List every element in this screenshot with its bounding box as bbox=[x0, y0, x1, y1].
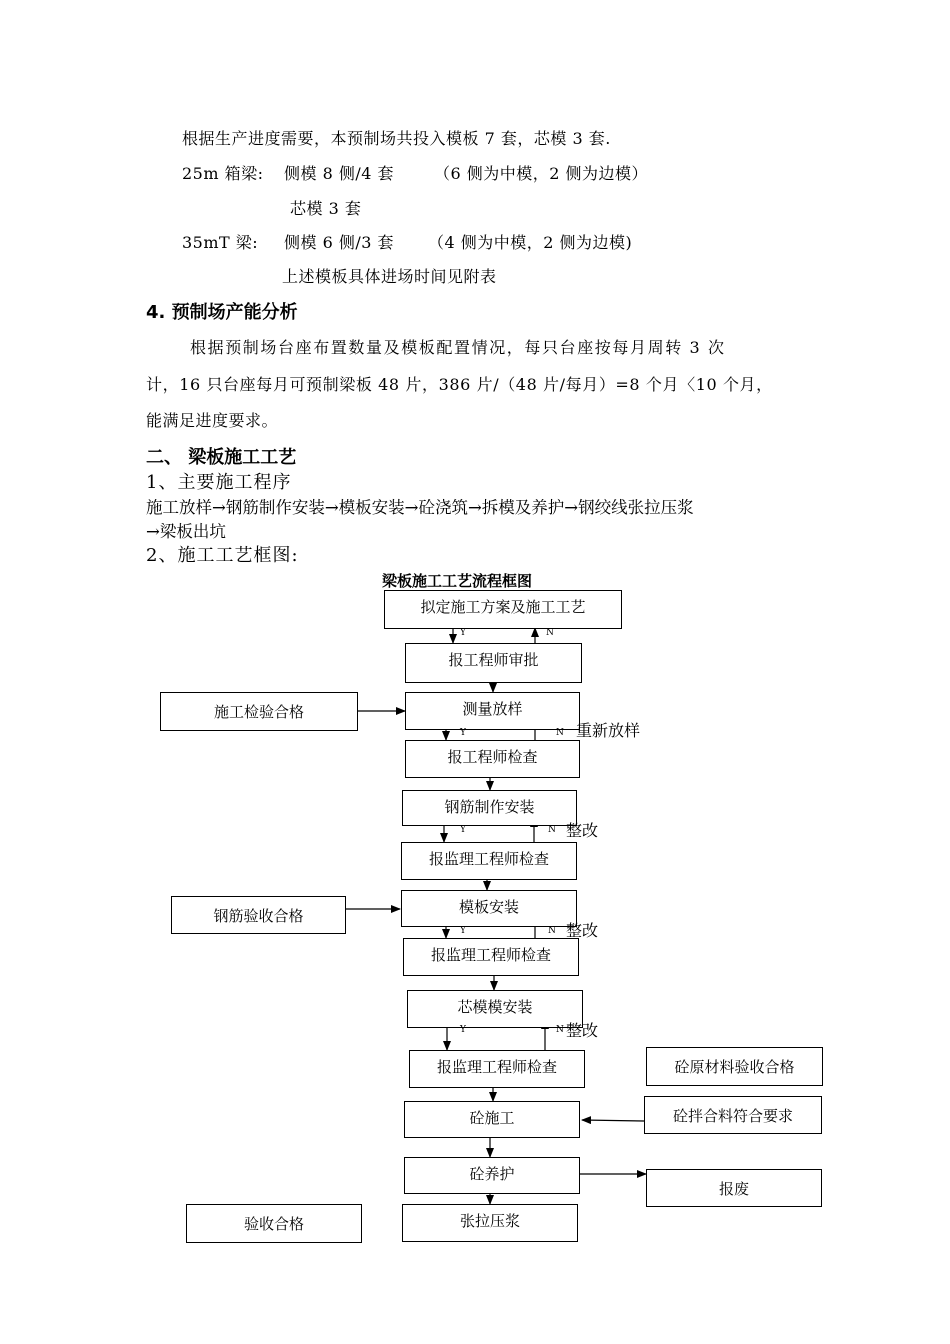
procedure-sequence-line2: →梁板出坑 bbox=[146, 522, 226, 541]
yes-marker-5: Y bbox=[460, 1025, 466, 1035]
flow-step-formwork-install: 模板安装 bbox=[401, 890, 577, 927]
flowchart-title: 梁板施工工艺流程框图 bbox=[382, 572, 533, 590]
no-marker-4: N bbox=[548, 926, 556, 936]
no-marker-1: N bbox=[546, 628, 554, 638]
flow-step-core-mold-install: 芯模模安装 bbox=[407, 990, 583, 1028]
yes-marker-3: Y bbox=[460, 825, 466, 835]
label-rectify-3: 整改 bbox=[566, 1021, 599, 1040]
side-rebar-acceptance-passed: 钢筋验收合格 bbox=[171, 896, 346, 934]
text-25m-side-mold: 侧模 8 侧/4 套 bbox=[284, 164, 395, 183]
heading-construction-process: 二、 梁板施工工艺 bbox=[146, 447, 297, 468]
label-rectify-2: 整改 bbox=[566, 921, 599, 940]
side-concrete-mix-compliant: 砼拌合料符合要求 bbox=[644, 1096, 822, 1134]
flow-step-concrete-pour: 砼施工 bbox=[404, 1101, 580, 1138]
subheading-flowchart: 2、施工工艺框图: bbox=[146, 545, 299, 566]
flow-step-rebar-install: 钢筋制作安装 bbox=[402, 790, 577, 826]
subheading-main-procedure: 1、主要施工程序 bbox=[146, 472, 292, 493]
no-marker-3: N bbox=[548, 825, 556, 835]
flow-step-supervisor-inspection-3: 报监理工程师检查 bbox=[409, 1050, 585, 1088]
heading-capacity-analysis: 4. 预制场产能分析 bbox=[146, 302, 298, 323]
text-35m-side-mold-note: （4 侧为中模，2 侧为边模) bbox=[428, 233, 633, 252]
yes-marker-1: Y bbox=[460, 628, 466, 638]
procedure-sequence-line1: 施工放样→钢筋制作安装→模板安装→砼浇筑→拆模及养护→钢绞线张拉压浆 bbox=[146, 498, 694, 517]
label-re-survey: 重新放样 bbox=[576, 721, 641, 740]
label-rectify-1: 整改 bbox=[566, 821, 599, 840]
text-arrival-schedule: 上述模板具体进场时间见附表 bbox=[282, 267, 497, 286]
no-marker-2: N bbox=[556, 728, 564, 738]
para-capacity-line1: 根据预制场台座布置数量及模板配置情况，每只台座按每月周转 3 次 bbox=[190, 338, 726, 357]
side-scrap: 报废 bbox=[646, 1169, 822, 1207]
flow-step-survey-layout: 测量放样 bbox=[405, 692, 580, 730]
flow-step-engineer-approval: 报工程师审批 bbox=[405, 643, 582, 683]
para-capacity-line2: 计，16 只台座每月可预制梁板 48 片，386 片/（48 片/每月）=8 个月〈10 个月， bbox=[146, 375, 773, 394]
flow-step-supervisor-inspection-1: 报监理工程师检查 bbox=[401, 842, 577, 880]
para-capacity-line3: 能满足进度要求。 bbox=[146, 411, 279, 430]
flow-step-plan: 拟定施工方案及施工工艺 bbox=[384, 590, 622, 629]
para-template-count: 根据生产进度需要，本预制场共投入模板 7 套，芯模 3 套. bbox=[182, 129, 611, 148]
side-acceptance-passed: 验收合格 bbox=[186, 1204, 362, 1243]
text-25m-side-mold-note: （6 侧为中模，2 侧为边模） bbox=[434, 164, 649, 183]
text-35m-side-mold: 侧模 6 侧/3 套 bbox=[284, 233, 395, 252]
yes-marker-2: Y bbox=[460, 728, 466, 738]
flow-step-supervisor-inspection-2: 报监理工程师检查 bbox=[403, 938, 579, 976]
label-25m-box-girder: 25m 箱梁: bbox=[182, 164, 264, 183]
side-construction-check-passed: 施工检验合格 bbox=[160, 692, 358, 731]
no-marker-5: N bbox=[556, 1025, 564, 1035]
side-concrete-materials-accepted: 砼原材料验收合格 bbox=[646, 1047, 823, 1086]
flow-step-tension-grouting: 张拉压浆 bbox=[402, 1204, 578, 1242]
flow-step-engineer-inspection: 报工程师检查 bbox=[405, 740, 580, 778]
text-core-mold: 芯模 3 套 bbox=[290, 199, 362, 218]
yes-marker-4: Y bbox=[460, 926, 466, 936]
flow-step-concrete-curing: 砼养护 bbox=[404, 1157, 580, 1194]
label-35m-t-girder: 35mT 梁: bbox=[182, 233, 259, 252]
